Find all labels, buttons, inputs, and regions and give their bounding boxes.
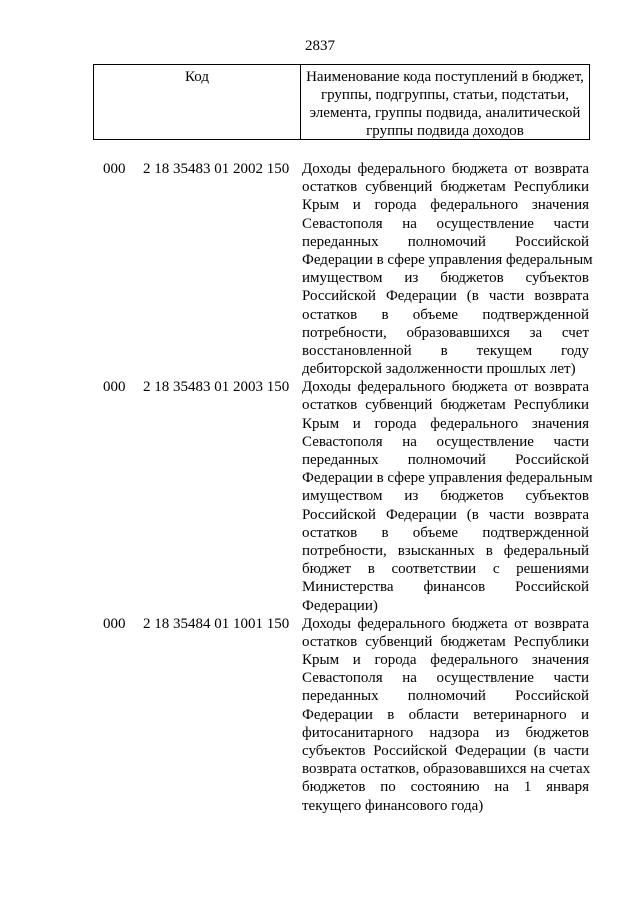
description-line: имуществом из бюджетов субъектов: [302, 488, 589, 505]
description-line: остатков субвенций бюджетам Республики: [302, 633, 589, 650]
description-line: Федерации в области ветеринарного и: [302, 706, 589, 723]
description-line: Федерации в сфере управления федеральным: [302, 470, 593, 487]
description-line: переданных полномочий Российской: [302, 233, 589, 250]
description-line: Доходы федерального бюджета от возврата: [302, 161, 589, 177]
table-header: [93, 64, 590, 140]
description-line: текущего финансового года): [302, 797, 484, 814]
header-name-line: Наименование кода поступлений в бюджет,: [306, 69, 584, 85]
description-line: бюджет в соответствии с решениями: [302, 561, 589, 578]
table-row: [0, 378, 640, 614]
description-line: дебиторской задолженности прошлых лет): [302, 361, 576, 378]
header-name-line: группы, подгруппы, статьи, подстатьи,: [320, 87, 570, 103]
description-line: имуществом из бюджетов субъектов: [302, 270, 589, 287]
description-line: фитосанитарного надзора из бюджетов: [302, 724, 589, 741]
page-number: 2837: [305, 38, 335, 54]
admin-code: 000: [103, 379, 126, 396]
description-line: Доходы федерального бюджета от возврата: [302, 379, 589, 396]
description-line: Министерства финансов Российской: [302, 579, 589, 596]
description-line: Федерации в сфере управления федеральным: [302, 251, 593, 268]
description-line: субъектов Российской Федерации (в части: [302, 743, 589, 759]
description-line: Крым и города федерального значения: [302, 197, 589, 214]
description-line: Севастополя на осуществление части: [302, 433, 589, 450]
header-name-column: [301, 65, 589, 139]
description-line: восстановленной в текущем году: [302, 342, 589, 359]
description-line: Российской Федерации (в части возврата: [302, 506, 589, 523]
description-line: остатков в объеме подтвержденной: [302, 524, 589, 541]
income-code-description: [302, 160, 593, 378]
description-line: переданных полномочий Российской: [302, 452, 589, 468]
income-code: 2 18 35484 01 1001 150: [143, 615, 290, 632]
description-line: бюджетов по состоянию на 1 января: [302, 779, 589, 796]
header-name-line: элемента, группы подвида, аналитической: [309, 105, 581, 121]
income-code-description: [302, 378, 593, 614]
description-line: потребности, взысканных в федеральный: [302, 542, 589, 559]
description-line: Крым и города федерального значения: [302, 415, 589, 432]
description-line: Севастополя на осуществление части: [302, 670, 589, 687]
description-line: остатков субвенций бюджетам Республики: [302, 179, 589, 196]
description-line: возврата остатков, образовавшихся на счетах: [302, 761, 591, 778]
income-code-description: [302, 615, 589, 815]
description-line: остатков субвенций бюджетам Республики: [302, 397, 589, 414]
description-line: Российской Федерации (в части возврата: [302, 288, 589, 305]
description-line: Федерации): [302, 597, 378, 614]
description-line: Доходы федерального бюджета от возврата: [302, 615, 589, 632]
description-line: Крым и города федерального значения: [302, 652, 589, 669]
admin-code: 000: [103, 615, 126, 632]
table-row: [0, 160, 640, 378]
description-line: Севастополя на осуществление части: [302, 215, 589, 232]
admin-code: 000: [103, 161, 126, 177]
table-row: [0, 615, 640, 815]
description-line: переданных полномочий Российской: [302, 688, 589, 705]
header-code-column: Код: [94, 65, 301, 139]
income-code-list: [0, 160, 640, 815]
header-name-line: группы подвида доходов: [366, 123, 524, 139]
description-line: потребности, образовавшихся за счет: [302, 324, 589, 341]
income-code: 2 18 35483 01 2003 150: [143, 379, 290, 396]
description-line: остатков в объеме подтвержденной: [302, 306, 589, 323]
income-code: 2 18 35483 01 2002 150: [143, 161, 290, 177]
